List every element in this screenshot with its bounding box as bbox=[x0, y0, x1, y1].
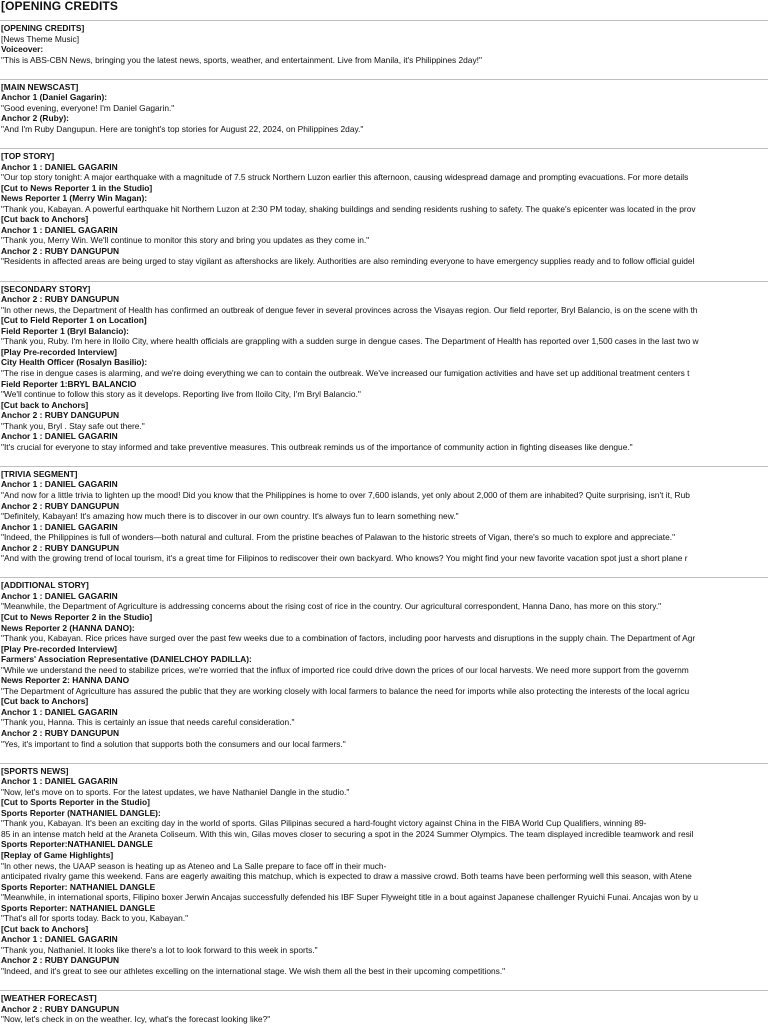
dialogue-line: "Indeed, and it's great to see our athletes excelling on the international stage. We wish them all the best in their upcoming competitions." bbox=[1, 966, 506, 977]
dialogue-line: "In other news, the UAAP season is heating up as Ateneo and La Salle prepare to face off in their much- bbox=[1, 860, 387, 871]
speaker-or-cue-line: Anchor 2 : RUBY DANGUPUN bbox=[1, 1003, 120, 1014]
speaker-or-cue-line: [SECONDARY STORY] bbox=[1, 283, 91, 294]
speaker-or-cue-line: Anchor 1 (Daniel Gagarin): bbox=[1, 92, 108, 103]
speaker-or-cue-line: [Replay of Game Highlights] bbox=[1, 850, 114, 861]
script-section bbox=[0, 990, 768, 1024]
speaker-or-cue-line: [WEATHER FORECAST] bbox=[1, 993, 97, 1004]
dialogue-line: "Definitely, Kabayan! It's amazing how much there is to discover in our own country. It's always fun to learn something new." bbox=[1, 511, 459, 522]
speaker-or-cue-line: Anchor 1 : DANIEL GAGARIN bbox=[1, 224, 118, 235]
speaker-or-cue-line: Anchor 1 : DANIEL GAGARIN bbox=[1, 706, 118, 717]
blank-line bbox=[1, 267, 768, 278]
speaker-or-cue-line: Anchor 1 : DANIEL GAGARIN bbox=[1, 590, 118, 601]
script-section bbox=[0, 577, 768, 762]
dialogue-line: "And now for a little trivia to lighten up the mood! Did you know that the Philippines is home to over 7,600 islands, yet only about 2,000 of them are inhabited? Quite surprising, isn't it, Rub bbox=[1, 489, 690, 500]
dialogue-line: "Thank you, Kabayan. It's been an exciting day in the world of sports. Gilas Pilipinas secured a hard-fought victory against China in the FIBA World Cup Qualifiers, winning 89- bbox=[1, 818, 647, 829]
speaker-or-cue-line: [Cut to News Reporter 1 in the Studio] bbox=[1, 182, 153, 193]
blank-line bbox=[1, 977, 768, 988]
dialogue-line: "The Department of Agriculture has assured the public that they are working closely with local farmers to balance the need for imports while also protecting the interests of the local agricu bbox=[1, 685, 690, 696]
script-section bbox=[0, 763, 768, 990]
dialogue-line: "Our top story tonight: A major earthquake with a magnitude of 7.5 struck Northern Luzon earlier this afternoon, causing widespread damage and prompting evacuations. For more details bbox=[1, 172, 689, 183]
speaker-or-cue-line: [SPORTS NEWS] bbox=[1, 765, 69, 776]
dialogue-line: "Thank you, Bryl . Stay safe out there." bbox=[1, 420, 145, 431]
speaker-or-cue-line: [MAIN NEWSCAST] bbox=[1, 81, 79, 92]
speaker-or-cue-line: Voiceover: bbox=[1, 44, 44, 55]
speaker-or-cue-line: Anchor 1 : DANIEL GAGARIN bbox=[1, 161, 118, 172]
dialogue-line: "Yes, it's important to find a solution that supports both the consumers and our local farmers." bbox=[1, 738, 346, 749]
speaker-or-cue-line: Anchor 2 : RUBY DANGUPUN bbox=[1, 245, 120, 256]
speaker-or-cue-line: Farmers' Association Representative (DANIELCHOY PADILLA): bbox=[1, 654, 252, 665]
speaker-or-cue-line: [Cut to Sports Reporter in the Studio] bbox=[1, 797, 150, 808]
speaker-or-cue-line: Sports Reporter (NATHANIEL DANGLE): bbox=[1, 807, 161, 818]
dialogue-line: "That's all for sports today. Back to you, Kabayan." bbox=[1, 913, 189, 924]
dialogue-line: "Indeed, the Philippines is full of wonders—both natural and cultural. From the pristine beaches of Palawan to the historic streets of Vigan, there's so much to explore and appreciate." bbox=[1, 532, 676, 543]
blank-line bbox=[1, 749, 768, 760]
speaker-or-cue-line: Field Reporter 1:BRYL BALANCIO bbox=[1, 378, 137, 389]
dialogue-line: "Now, let's move on to sports. For the latest updates, we have Nathaniel Dangle in the studio." bbox=[1, 786, 350, 797]
script-section bbox=[0, 281, 768, 466]
dialogue-line: "Good evening, everyone! I'm Daniel Gagarin." bbox=[1, 102, 175, 113]
speaker-or-cue-line: Anchor 2 : RUBY DANGUPUN bbox=[1, 500, 120, 511]
speaker-or-cue-line: [Cut to News Reporter 2 in the Studio] bbox=[1, 611, 153, 622]
speaker-or-cue-line: City Health Officer (Rosalyn Basilio): bbox=[1, 357, 148, 368]
script-section bbox=[0, 20, 768, 79]
speaker-or-cue-line: Anchor 2 : RUBY DANGUPUN bbox=[1, 955, 120, 966]
dialogue-line: "Residents in affected areas are being urged to stay vigilant as aftershocks are likely. Authorities are also reminding everyone to have emergency supplies ready and to follow official guidel bbox=[1, 256, 695, 267]
dialogue-line: "And I'm Ruby Dangupun. Here are tonight's top stories for August 22, 2024, on Philippines 2day." bbox=[1, 123, 364, 134]
dialogue-line: "Thank you, Nathaniel. It looks like there's a lot to look forward to this week in sports." bbox=[1, 944, 318, 955]
script-section bbox=[0, 79, 768, 148]
speaker-or-cue-line: [Cut back to Anchors] bbox=[1, 923, 89, 934]
blank-line bbox=[1, 452, 768, 463]
speaker-or-cue-line: Sports Reporter: NATHANIEL DANGLE bbox=[1, 902, 156, 913]
speaker-or-cue-line: Sports Reporter: NATHANIEL DANGLE bbox=[1, 881, 156, 892]
dialogue-line: "Thank you, Merry Win. We'll continue to monitor this story and bring you updates as they come in." bbox=[1, 235, 370, 246]
script-body bbox=[0, 20, 768, 1024]
dialogue-line: "And with the growing trend of local tourism, it's a great time for Filipinos to rediscover their own backyard. Who knows? You might find your new favorite vacation spot just a short plane r bbox=[1, 553, 688, 564]
speaker-or-cue-line: Anchor 2 : RUBY DANGUPUN bbox=[1, 542, 120, 553]
dialogue-line: "Thank you, Ruby. I'm here in Iloilo City, where health officials are grappling with a sudden surge in dengue cases. The Department of Health has reported over 1,500 cases in the last two w bbox=[1, 336, 699, 347]
speaker-or-cue-line: Field Reporter 1 (Bryl Balancio): bbox=[1, 325, 129, 336]
dialogue-line: "In other news, the Department of Health has confirmed an outbreak of dengue fever in several provinces across the Visayas region. Our field reporter, Bryl Balancio, is on the scene with th bbox=[1, 304, 698, 315]
speaker-or-cue-line: [Play Pre-recorded Interview] bbox=[1, 643, 117, 654]
dialogue-line: "This is ABS-CBN News, bringing you the latest news, sports, weather, and entertainment. Live from Manila, it's Philippines 2day!" bbox=[1, 54, 482, 65]
dialogue-line: "Thank you, Hanna. This is certainly an issue that needs careful consideration." bbox=[1, 717, 295, 728]
dialogue-line: [News Theme Music] bbox=[1, 33, 80, 44]
speaker-or-cue-line: [Cut back to Anchors] bbox=[1, 696, 89, 707]
speaker-or-cue-line: Anchor 1 : DANIEL GAGARIN bbox=[1, 934, 118, 945]
speaker-or-cue-line: News Reporter 1 (Merry Win Magan): bbox=[1, 193, 148, 204]
speaker-or-cue-line: [Cut back to Anchors] bbox=[1, 214, 89, 225]
speaker-or-cue-line: Anchor 1 : DANIEL GAGARIN bbox=[1, 479, 118, 490]
blank-line bbox=[1, 134, 768, 145]
dialogue-line: "Meanwhile, the Department of Agriculture is addressing concerns about the rising cost of rice in the country. Our agricultural correspondent, Hanna Dano, has more on this story." bbox=[1, 601, 662, 612]
speaker-or-cue-line: Anchor 1 : DANIEL GAGARIN bbox=[1, 521, 118, 532]
dialogue-line: "We'll continue to follow this story as it develops. Reporting live from Iloilo City, I'm Bryl Balancio." bbox=[1, 389, 361, 400]
speaker-or-cue-line: [Play Pre-recorded Interview] bbox=[1, 346, 117, 357]
speaker-or-cue-line: [Cut to Field Reporter 1 on Location] bbox=[1, 315, 147, 326]
speaker-or-cue-line: Sports Reporter:NATHANIEL DANGLE bbox=[1, 839, 153, 850]
blank-line bbox=[1, 65, 768, 76]
speaker-or-cue-line: Anchor 2 (Ruby): bbox=[1, 113, 69, 124]
document-title: [OPENING CREDITS bbox=[1, 0, 118, 13]
dialogue-line: 85 in an intense match held at the Araneta Coliseum. With this win, Gilas moves closer to securing a spot in the 2024 Summer Olympics. The team displayed incredible teamwork and resil bbox=[1, 828, 694, 839]
dialogue-line: "While we understand the need to stabilize prices, we're worried that the influx of imported rice could drive down the prices of our local harvests. We need more support from the governm bbox=[1, 664, 689, 675]
speaker-or-cue-line: Anchor 2 : RUBY DANGUPUN bbox=[1, 728, 120, 738]
blank-line bbox=[1, 564, 768, 575]
dialogue-line: "It's crucial for everyone to stay informed and take preventive measures. This outbreak reminds us of the importance of community action in fighting diseases like dengue." bbox=[1, 441, 633, 452]
speaker-or-cue-line: News Reporter 2: HANNA DANO bbox=[1, 675, 130, 686]
script-section bbox=[0, 466, 768, 577]
dialogue-line: "Thank you, Kabayan. A powerful earthquake hit Northern Luzon at 2:30 PM today, shaking buildings and sending residents rushing to safety. The quake's epicenter was located in the prov bbox=[1, 203, 696, 214]
speaker-or-cue-line: News Reporter 2 (HANNA DANO): bbox=[1, 622, 135, 633]
speaker-or-cue-line: Anchor 1 : DANIEL GAGARIN bbox=[1, 431, 118, 442]
speaker-or-cue-line: Anchor 2 : RUBY DANGUPUN bbox=[1, 410, 120, 421]
speaker-or-cue-line: Anchor 1 : DANIEL GAGARIN bbox=[1, 776, 118, 787]
speaker-or-cue-line: [OPENING CREDITS] bbox=[1, 23, 85, 33]
script-section bbox=[0, 148, 768, 281]
speaker-or-cue-line: [TRIVIA SEGMENT] bbox=[1, 468, 78, 479]
dialogue-line: "Thank you, Kabayan. Rice prices have surged over the past few weeks due to a combination of factors, including poor harvests and disruptions in the supply chain. The Department of Agr bbox=[1, 633, 696, 644]
speaker-or-cue-line: [ADDITIONAL STORY] bbox=[1, 580, 89, 591]
speaker-or-cue-line: [TOP STORY] bbox=[1, 151, 55, 162]
speaker-or-cue-line: [Cut back to Anchors] bbox=[1, 399, 89, 410]
dialogue-line: anticipated rivalry game this weekend. Fans are eagerly awaiting this matchup, which is expected to draw a massive crowd. Both teams have been performing well this season, with Atene bbox=[1, 871, 692, 882]
dialogue-line: "Meanwhile, in international sports, Filipino boxer Jerwin Ancajas successfully defended his IBF Super Flyweight title in a bout against Japanese challenger Ryuichi Funai. Ancajas won by u bbox=[1, 892, 699, 903]
dialogue-line: "The rise in dengue cases is alarming, and we're doing everything we can to contain the outbreak. We've increased our fumigation activities and have set up additional treatment centers t bbox=[1, 367, 690, 378]
dialogue-line: "Now, let's check in on the weather. Icy, what's the forecast looking like?" bbox=[1, 1014, 271, 1024]
speaker-or-cue-line: Anchor 2 : RUBY DANGUPUN bbox=[1, 294, 120, 305]
